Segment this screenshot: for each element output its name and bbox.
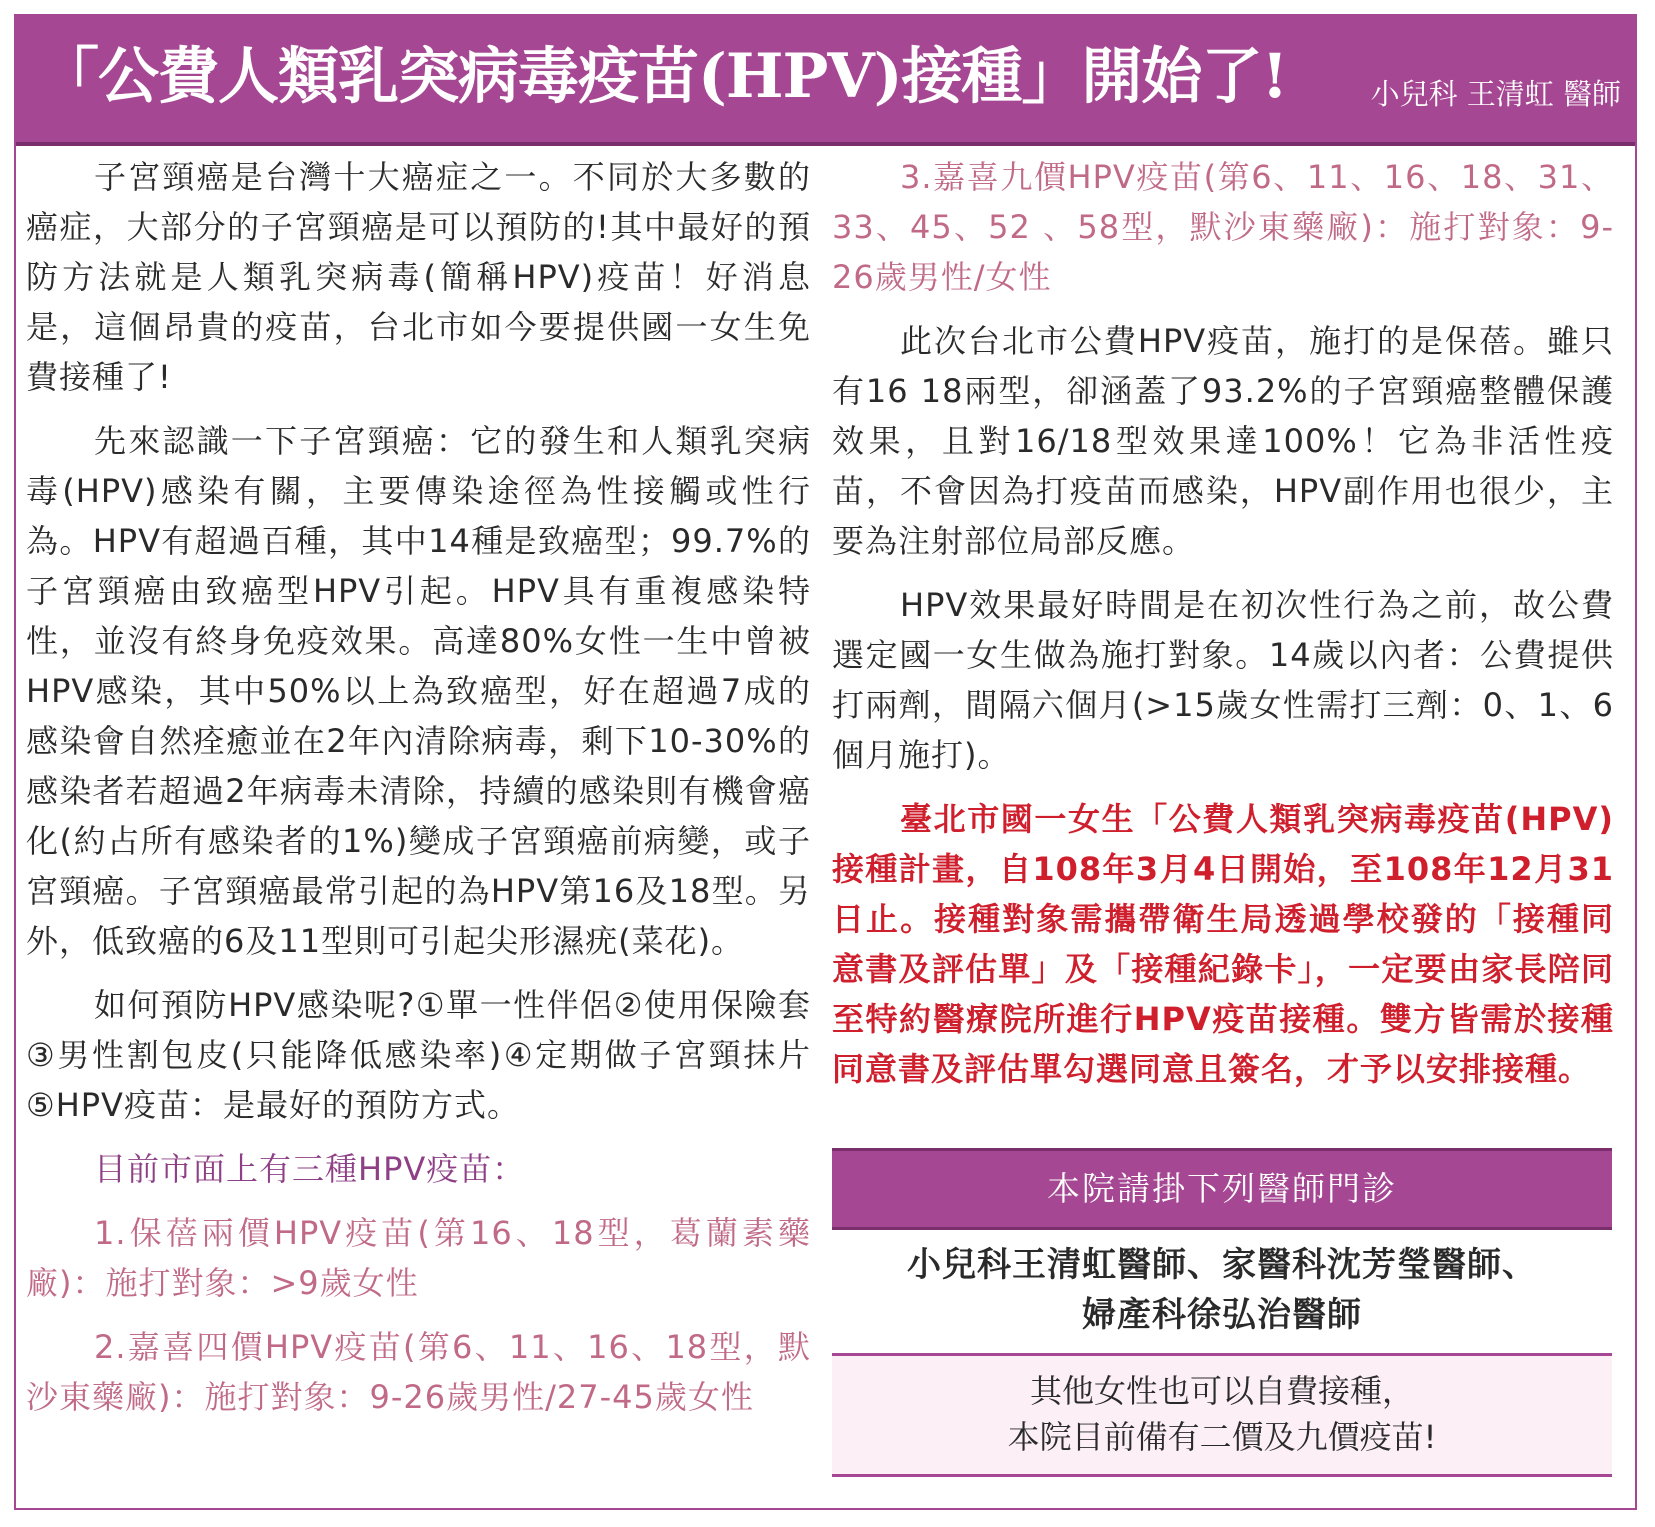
taipei-vaccine-paragraph: 此次台北市公費HPV疫苗，施打的是保蓓。雖只有16 18兩型，卻涵蓋了93.2%的子宮頸癌整體保護效果，且對16/18型效果達100%！它為非活性疫苗，不會因為打疫苗而感染，HPV副作用也很少，主要為注射部位局部反應。 bbox=[832, 322, 1614, 560]
left-column bbox=[26, 152, 811, 1436]
doctors-line-2: 婦產科徐弘治醫師 bbox=[1082, 1295, 1362, 1335]
timing-paragraph: HPV效果最好時間是在初次性行為之前，故公費選定國一女生做為施打對象。14歲以內者：公費提供打兩劑，間隔六個月(>15歲女性需打三劑：0、1、6個月施打)。 bbox=[832, 586, 1614, 774]
prevention-paragraph: 如何預防HPV感染呢?①單一性伴侶②使用保險套③男性割包皮(只能降低感染率)④定期做子宮頸抹片⑤HPV疫苗：是最好的預防方式。 bbox=[26, 986, 811, 1124]
title-banner bbox=[16, 16, 1635, 146]
vaccine-item-3: 3.嘉喜九價HPV疫苗(第6、11、16、18、31、33、45、52 、58型，默沙東藥廠)：施打對象：9-26歲男性/女性 bbox=[832, 158, 1614, 296]
doctors-line-1: 小兒科王清虹醫師、家醫科沈芳瑩醫師、 bbox=[907, 1245, 1537, 1285]
program-notice: 臺北市國一女生「公費人類乳突病毒疫苗(HPV)接種計畫，自108年3月4日開始，至108年12月31日止。接種對象需攜帶衛生局透過學校發的「接種同意書及評估單」及「接種紀錄卡」，一定要由家長陪同至特約醫療院所進行HPV疫苗接種。雙方皆需於接種同意書及評估單勾選同意且簽名，才予以安排接種。 bbox=[832, 800, 1614, 1088]
vaccine-item-2: 2.嘉喜四價HPV疫苗(第6、11、16、18型，默沙東藥廠)：施打對象：9-26歲男性/27-45歲女性 bbox=[26, 1328, 811, 1416]
self-pay-note-line-1: 其他女性也可以自費接種， bbox=[1029, 1372, 1414, 1410]
article-title: 「公費人類乳突病毒疫苗(HPV)接種」開始了! bbox=[38, 41, 1288, 112]
self-pay-note-line-2: 本院目前備有二價及九價疫苗! bbox=[1007, 1418, 1437, 1456]
clinic-box-heading: 本院請掛下列醫師門診 bbox=[832, 1148, 1612, 1230]
cervical-cancer-paragraph: 先來認識一下子宮頸癌：它的發生和人類乳突病毒(HPV)感染有關，主要傳染途徑為性接觸或性行為。HPV有超過百種，其中14種是致癌型；99.7%的子宮頸癌由致癌型HPV引起。HPV具有重複感染特性，並沒有終身免疫效果。高達80%女性一生中曾被HPV感染，其中50%以上為致癌型，好在超過7成的感染會自然痊癒並在2年內清除病毒，剩下10-30%的感染者若超過2年病毒未清除，持續的感染則有機會癌化(約占所有感染者的1%)變成子宮頸癌前病變，或子宮頸癌。子宮頸癌最常引起的為HPV第16及18型。另外，低致癌的6及11型則可引起尖形濕疣(菜花)。 bbox=[26, 422, 811, 960]
intro-paragraph: 子宮頸癌是台灣十大癌症之一。不同於大多數的癌症，大部分的子宮頸癌是可以預防的!其中最好的預防方法就是人類乳突病毒(簡稱HPV)疫苗！好消息是，這個昂貴的疫苗，台北市如今要提供國一女生免費接種了! bbox=[26, 158, 811, 396]
vaccines-heading: 目前市面上有三種HPV疫苗： bbox=[94, 1150, 526, 1188]
right-column bbox=[832, 152, 1614, 1108]
vaccine-item-1: 1.保蓓兩價HPV疫苗(第16、18型，葛蘭素藥廠)：施打對象：>9歲女性 bbox=[26, 1214, 811, 1302]
author-byline: 小兒科 王清虹 醫師 bbox=[1370, 77, 1621, 111]
clinic-doctors bbox=[832, 1240, 1612, 1348]
self-pay-note bbox=[832, 1353, 1612, 1477]
